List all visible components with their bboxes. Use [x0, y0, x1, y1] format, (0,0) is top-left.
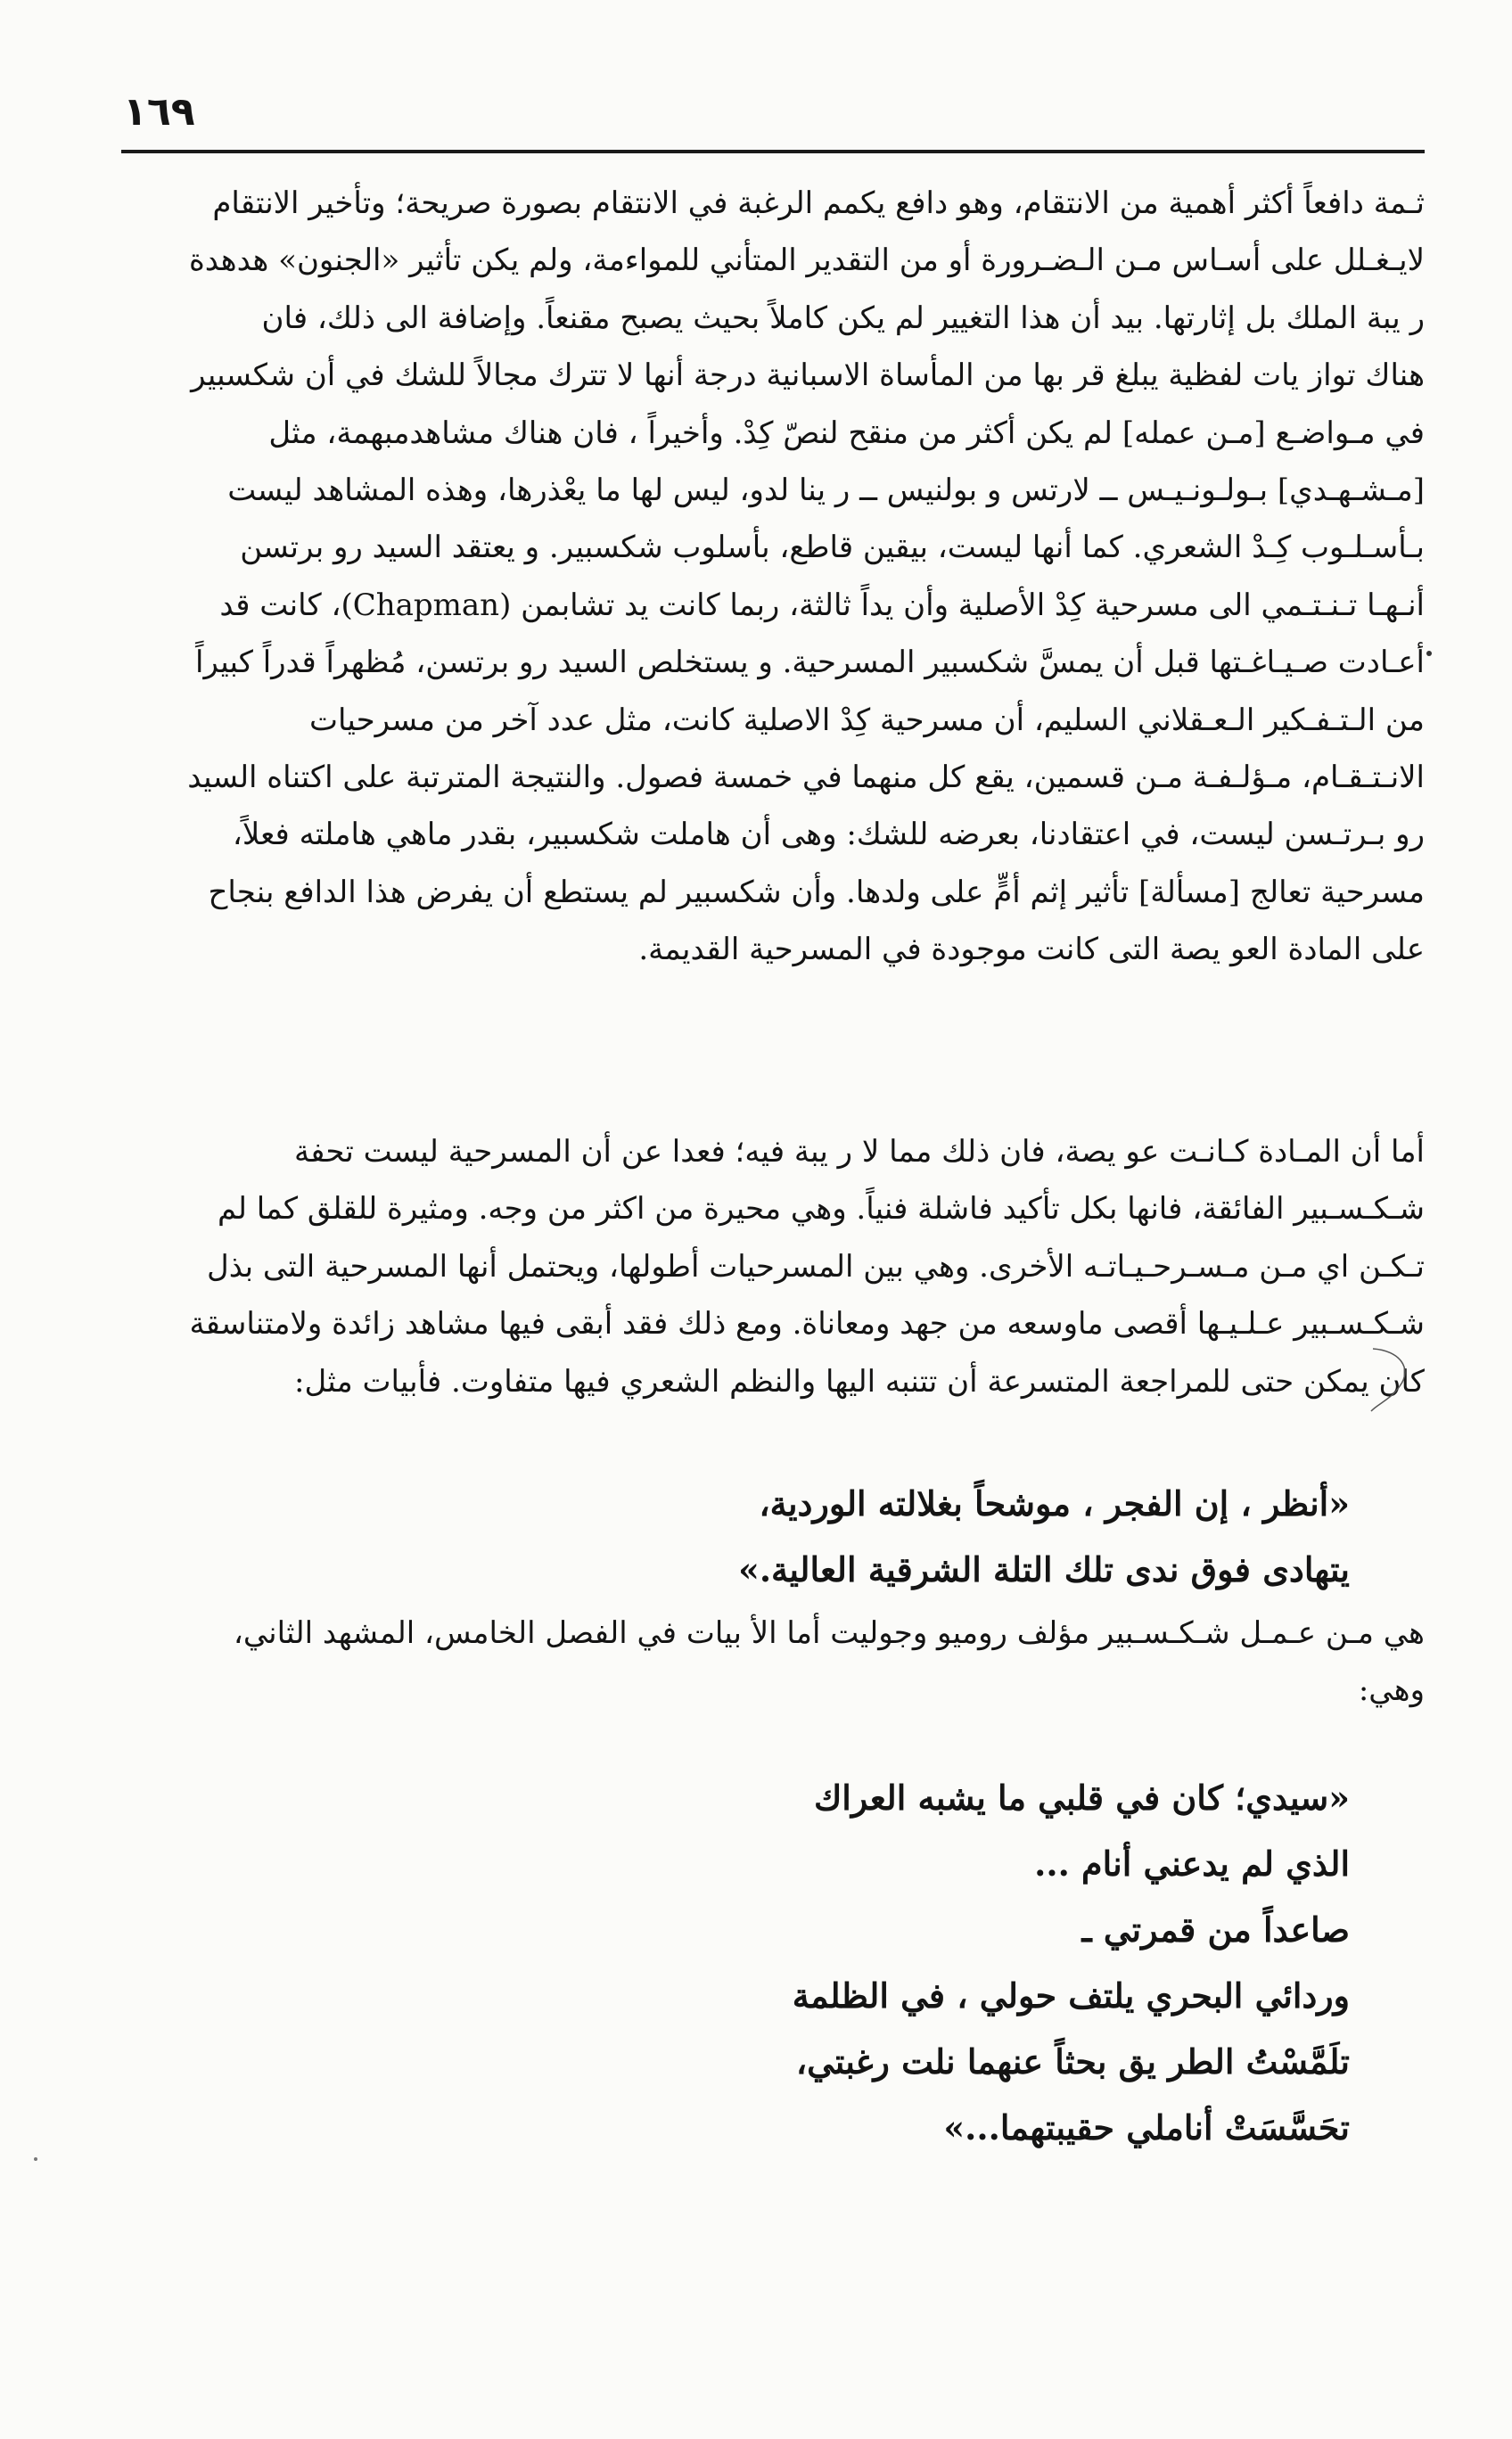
verse-line: «أنظر ، إن الفجر ، موشحاً بغلالته الوردية، [759, 1483, 1350, 1523]
text-line: رو بـرتـسن ليست، في اعتقادنا، بعرضه للشك: وهى أن هاملت شكسبير، بقدر ماهي هاملته فعلاً، [232, 817, 1425, 853]
text-line: على المادة العو يصة التى كانت موجودة في المسرحية القديمة. [638, 932, 1425, 968]
text-line: بـأسـلـوب كِـدْ الشعري. كما أنها ليست، بيقين قاطع، بأسلوب شكسبير. و يعتقد السيد رو برتسن [240, 530, 1425, 566]
margin-dot [1426, 651, 1432, 656]
paragraph-main [118, 175, 1425, 978]
verse-line: يتهادى فوق ندى تلك التلة الشرقية العالية.» [738, 1549, 1350, 1589]
text-line: مسرحية تعالج [مسألة] تأثير إثم أمٍّ على ولدها. وأن شكسبير لم يستطع أن يفرض هذا الدافع بنجاح [208, 874, 1425, 910]
text-line: ثـمة دافعاً أكثر أهمية من الانتقام، وهو دافع يكمم الرغبة في الانتقام بصورة صريحة؛ وتأخير الانتقام [212, 185, 1425, 221]
header-rule [121, 150, 1425, 153]
verse-quote-2 [793, 1765, 1350, 2161]
verse-line: «سيدي؛ كان في قلبي ما يشبه العراك [813, 1778, 1350, 1818]
verse-quote-1 [738, 1471, 1350, 1603]
text-line: هناك تواز يات لفظية يبلغ قر بها من المأساة الاسبانية درجة أنها لا تترك مجالاً للشك في أن شكسبير [191, 357, 1425, 394]
verse-line: تلَمَّسْتُ الطر يق بحثاً عنهما نلت رغبتي، [795, 2041, 1350, 2082]
text-line: تـكـن اي مـن مـسـرحـيـاتـه الأخرى. وهي بين المسرحيات أطولها، ويحتمل أنها المسرحية التى بذل [207, 1248, 1425, 1285]
text-line: في مـواضـع [مـن عمله] لم يكن أكثر من منقح لنصّ كِدْ. وأخيراً ، فان هناك مشاهدمبهمة، مثل [268, 415, 1425, 451]
paragraph-3 [118, 1605, 1425, 1720]
verse-line: تحَسَّسَتْ أناملي حقيبتهما...» [943, 2107, 1350, 2147]
text-line: أنـهـا تـنـتـمي الى مسرحية كِدْ الأصلية وأن يداً ثالثة، ربما كانت يد تشابمن (Chapman)، كانت قد [219, 587, 1425, 623]
text-line: شـكـسـبير الفائقة، فانها بكل تأكيد فاشلة فنياً. وهي محيرة من اكثر من وجه. ومثيرة للقلق كما لم [218, 1191, 1425, 1228]
text-line: وهي: [1358, 1672, 1425, 1709]
text-line: الانـتـقـام، مـؤلـفـة مـن قسمين، يقع كل منهما في خمسة فصول. والنتيجة المترتبة على اكتناه السيد [187, 759, 1425, 795]
text-line: أما أن المـادة كـانـت عو يصة، فان ذلك مما لا ر يبة فيه؛ فعدا عن أن المسرحية ليست تحفة [293, 1134, 1425, 1170]
verse-line: الذي لم يدعني أنام ... [1034, 1844, 1350, 1884]
pen-annotation-icon [1364, 1342, 1418, 1413]
text-line: هي مـن عـمـل شـكـسـبير مؤلف روميو وجوليت أما الأ بيات في الفصل الخامس، المشهد الثاني، [233, 1615, 1425, 1651]
paragraph-2 [118, 1123, 1425, 1410]
text-line: شـكـسـبير عـلـيـها أقصى ماوسعه من جهد ومعاناة. ومع ذلك فقد أبقى فيها مشاهد زائدة ولامتناسقة [189, 1306, 1425, 1343]
verse-line: وردائي البحري يلتف حولي ، في الظلمة [792, 1975, 1350, 2016]
text-line: كان يمكن حتى للمراجعة المتسرعة أن تتنبه اليها والنظم الشعري فيها متفاوت. فأبيات مثل: [294, 1363, 1425, 1400]
text-line: أعـادت صـيـاغـتها قبل أن يمسَّ شكسبير المسرحية. و يستخلص السيد رو برتسن، مُظهراً قدراً كبيراً [195, 645, 1425, 681]
text-line: من الـتـفـكير الـعـقلاني السليم، أن مسرحية كِدْ الاصلية كانت، مثل عدد آخر من مسرحيات [308, 702, 1425, 738]
margin-dot [34, 2157, 37, 2161]
page-number: ١٦٩ [123, 89, 195, 135]
text-line: [مـشـهـدي] بـولـونـيـس ــ لارتس و بولنيس ــ ر ينا لدو، ليس لها ما يعْذرها، وهذه المشاهد ليست [227, 472, 1425, 508]
text-line: لايـغـلل على أسـاس مـن الـضـرورة أو من التقدير المتأني للمواءمة، ولم يكن تأثير «الجنون» هدهدة [188, 242, 1425, 279]
verse-line: صاعداً من قمرتي ـ [1081, 1909, 1350, 1950]
text-line: ر يبة الملك بل إثارتها. بيد أن هذا التغيير لم يكن كاملاً بحيث يصبح مقنعاً. وإضافة الى ذلك، فان [261, 300, 1425, 336]
